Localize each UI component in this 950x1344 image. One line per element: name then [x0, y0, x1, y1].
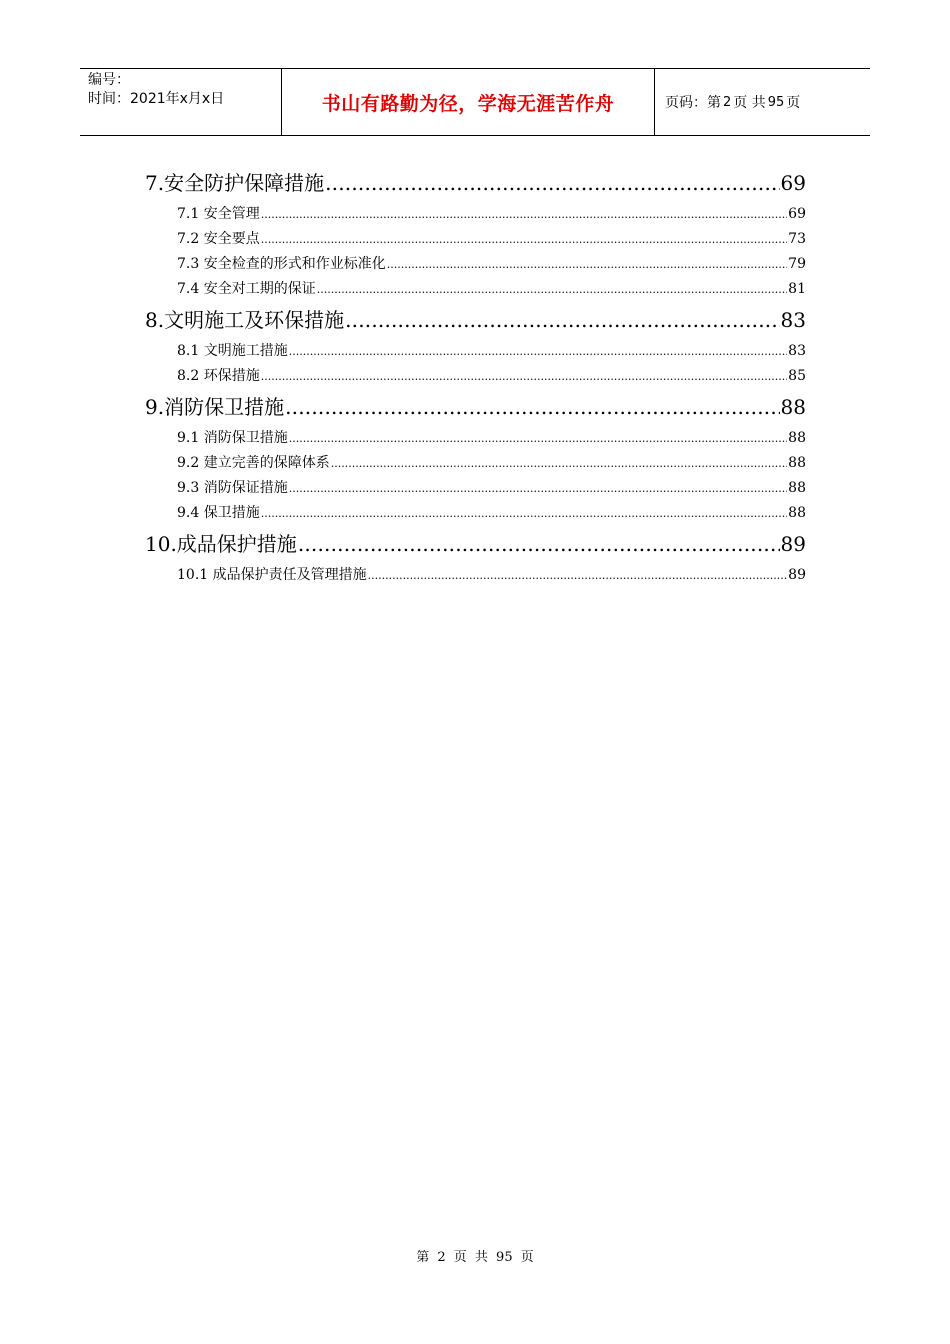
page-suffix: 页 — [786, 95, 801, 111]
toc-entry[interactable] — [177, 252, 806, 277]
toc-leader-dots — [325, 165, 779, 202]
toc-leader-dots — [285, 389, 779, 426]
toc-entry-page: 83 — [788, 343, 806, 359]
toc-entry-label: 9.4 保卫措施 — [177, 505, 260, 521]
toc-entry-page: 85 — [788, 368, 806, 384]
toc-entry-page: 88 — [788, 455, 806, 471]
toc-leader-dots — [298, 526, 780, 563]
toc-entry-label: 7.1 安全管理 — [177, 206, 260, 222]
toc-entry-label: 7.3 安全检查的形式和作业标准化 — [177, 256, 386, 272]
toc-entry-page: 88 — [788, 505, 806, 521]
header-slogan: 书山有路勤为径，学海无涯苦作舟 — [282, 69, 655, 135]
toc-entry[interactable] — [177, 364, 806, 389]
toc-entry-page: 88 — [788, 480, 806, 496]
toc-entry-page: 79 — [788, 256, 806, 272]
toc-entry-page: 88 — [780, 395, 806, 419]
toc-entry-label: 10.1 成品保护责任及管理措施 — [177, 567, 367, 583]
toc-entry[interactable] — [177, 277, 806, 302]
toc-entry[interactable] — [145, 389, 806, 426]
toc-leader-dots — [368, 563, 788, 588]
toc-entry-page: 69 — [788, 206, 806, 222]
toc-leader-dots — [289, 339, 787, 364]
toc-entry-label: 8.2 环保措施 — [177, 368, 260, 384]
page-footer: 第 2 页 共 95 页 — [416, 1250, 534, 1265]
toc-entry[interactable] — [177, 501, 806, 526]
toc-entry-label: 8.文明施工及环保措施 — [145, 308, 345, 332]
table-of-contents — [145, 165, 806, 588]
toc-leader-dots — [261, 227, 787, 252]
toc-entry-page: 89 — [788, 567, 806, 583]
toc-entry-label: 9.消防保卫措施 — [145, 395, 285, 419]
toc-entry-label: 8.1 文明施工措施 — [177, 343, 288, 359]
toc-entry[interactable] — [177, 339, 806, 364]
toc-leader-dots — [317, 277, 787, 302]
toc-leader-dots — [345, 302, 779, 339]
toc-entry-label: 9.2 建立完善的保障体系 — [177, 455, 330, 471]
toc-entry-page: 88 — [788, 430, 806, 446]
toc-entry-label: 7.4 安全对工期的保证 — [177, 281, 316, 297]
toc-entry[interactable] — [145, 165, 806, 202]
toc-entry-page: 81 — [788, 281, 806, 297]
page-current: 2 — [723, 94, 732, 110]
page-total: 95 — [767, 94, 785, 110]
toc-leader-dots — [261, 501, 787, 526]
document-time-label: 时间：2021年x月x日 — [88, 91, 225, 107]
toc-entry[interactable] — [177, 202, 806, 227]
document-number-label: 编号： — [88, 72, 130, 88]
toc-leader-dots — [261, 202, 787, 227]
toc-entry[interactable] — [145, 526, 806, 563]
toc-entry-label: 7.安全防护保障措施 — [145, 171, 325, 195]
toc-entry[interactable] — [177, 451, 806, 476]
toc-leader-dots — [331, 451, 787, 476]
toc-entry-page: 83 — [780, 308, 806, 332]
toc-entry-page: 69 — [780, 171, 806, 195]
toc-entry[interactable] — [177, 476, 806, 501]
toc-entry-page: 73 — [788, 231, 806, 247]
header-meta — [80, 69, 282, 135]
toc-entry[interactable] — [177, 563, 806, 588]
header-page-info — [655, 69, 870, 135]
toc-entry-label: 7.2 安全要点 — [177, 231, 260, 247]
page-mid: 页 共 — [733, 95, 766, 111]
toc-leader-dots — [289, 476, 787, 501]
toc-entry-label: 9.3 消防保证措施 — [177, 480, 288, 496]
page-header — [80, 68, 870, 136]
toc-entry-label: 9.1 消防保卫措施 — [177, 430, 288, 446]
toc-leader-dots — [387, 252, 787, 277]
page-prefix: 页码：第 — [665, 95, 721, 111]
toc-entry[interactable] — [177, 227, 806, 252]
toc-leader-dots — [289, 426, 787, 451]
toc-entry-label: 10.成品保护措施 — [145, 532, 297, 556]
toc-entry-page: 89 — [780, 532, 806, 556]
toc-entry[interactable] — [145, 302, 806, 339]
toc-leader-dots — [261, 364, 787, 389]
toc-entry[interactable] — [177, 426, 806, 451]
